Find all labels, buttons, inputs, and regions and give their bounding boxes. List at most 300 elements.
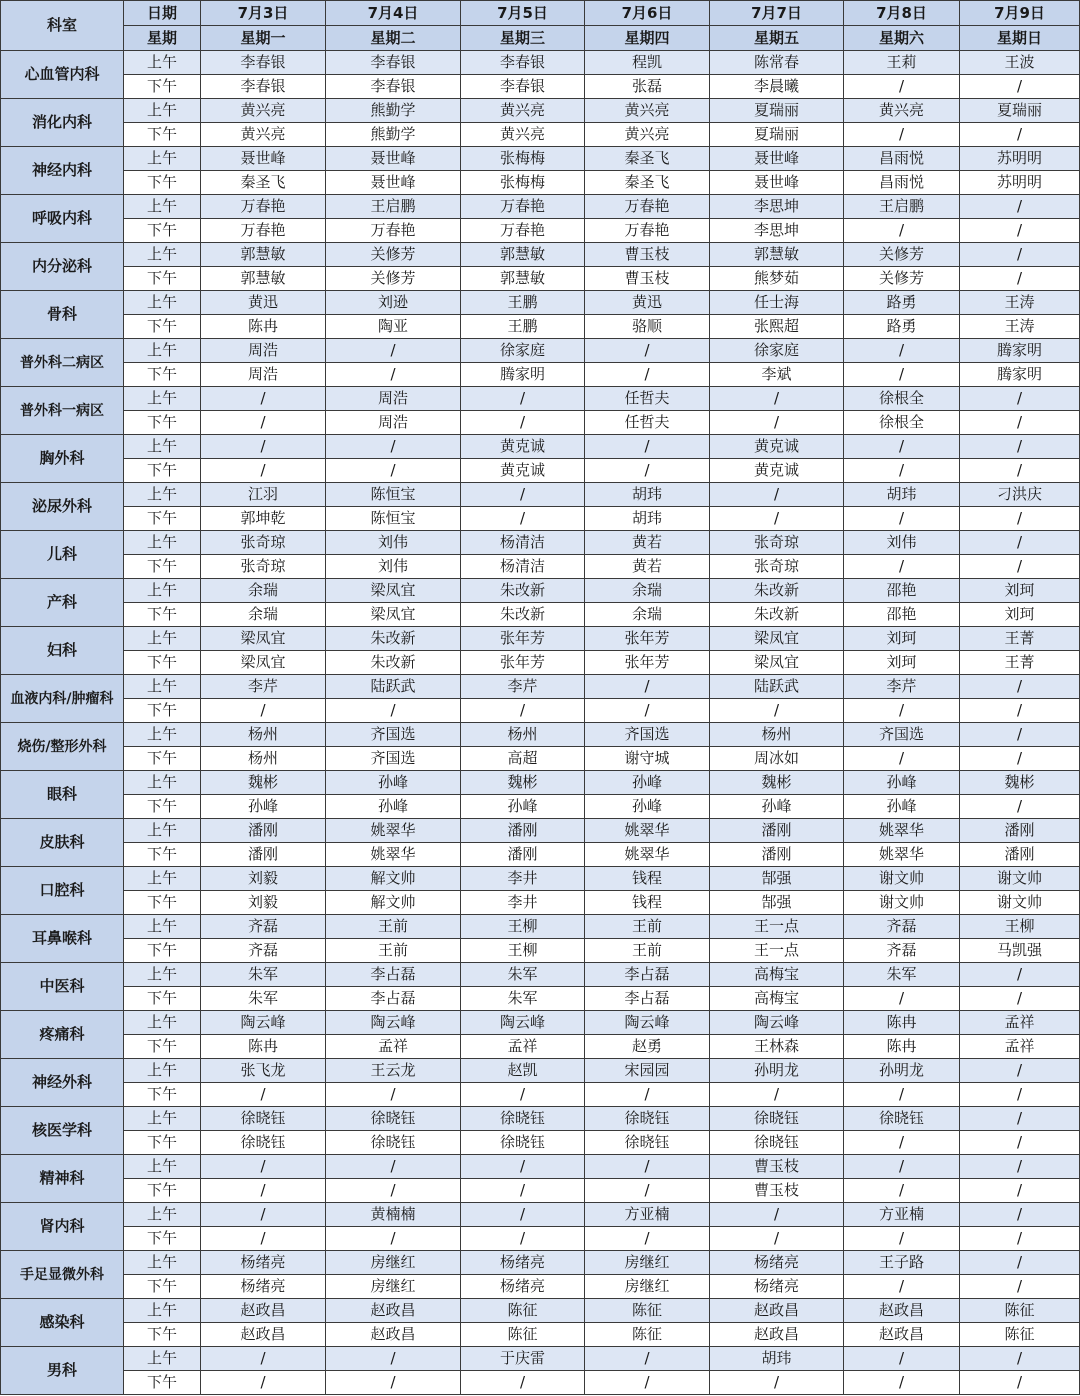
doctor-cell: 李井 (461, 867, 585, 891)
doctor-cell: / (461, 507, 585, 531)
morning-row (1, 99, 1080, 123)
doctor-cell: / (960, 531, 1080, 555)
doctor-cell: 万春艳 (461, 195, 585, 219)
afternoon-row (1, 1275, 1080, 1299)
doctor-cell: / (960, 459, 1080, 483)
period-label: 上午 (124, 51, 201, 75)
doctor-cell: 钱程 (585, 867, 710, 891)
doctor-cell: 赵政昌 (710, 1299, 844, 1323)
doctor-cell: 万春艳 (585, 219, 710, 243)
doctor-cell: 郭坤乾 (201, 507, 326, 531)
doctor-cell: 万春艳 (326, 219, 461, 243)
doctor-cell: / (960, 747, 1080, 771)
period-label: 上午 (124, 387, 201, 411)
doctor-cell: 郭慧敏 (461, 267, 585, 291)
afternoon-row (1, 1371, 1080, 1395)
doctor-cell: 房继红 (326, 1251, 461, 1275)
doctor-cell: 关修芳 (844, 243, 960, 267)
doctor-cell: 刘逊 (326, 291, 461, 315)
afternoon-row (1, 315, 1080, 339)
morning-row (1, 147, 1080, 171)
doctor-cell: 张奇琼 (201, 531, 326, 555)
doctor-cell: 王一点 (710, 915, 844, 939)
doctor-cell: / (201, 411, 326, 435)
doctor-cell: / (326, 339, 461, 363)
doctor-cell: 谢文帅 (960, 891, 1080, 915)
doctor-cell: 刘珂 (960, 603, 1080, 627)
doctor-cell: / (585, 1371, 710, 1395)
department-name: 神经内科 (1, 147, 124, 195)
doctor-cell: / (960, 963, 1080, 987)
doctor-cell: / (844, 1131, 960, 1155)
doctor-cell: 路勇 (844, 291, 960, 315)
doctor-cell: 昌雨悦 (844, 171, 960, 195)
doctor-cell: 郭慧敏 (710, 243, 844, 267)
doctor-cell: 赵政昌 (201, 1323, 326, 1347)
doctor-cell: 聂世峰 (326, 171, 461, 195)
doctor-cell: 王前 (585, 915, 710, 939)
doctor-cell: 邵艳 (844, 603, 960, 627)
period-label: 上午 (124, 675, 201, 699)
doctor-cell: 朱改新 (710, 579, 844, 603)
period-label: 下午 (124, 1083, 201, 1107)
date-header: 7月4日 (326, 1, 461, 26)
doctor-cell: 黄若 (585, 555, 710, 579)
period-label: 下午 (124, 411, 201, 435)
department-name: 骨科 (1, 291, 124, 339)
doctor-cell: / (461, 387, 585, 411)
morning-row (1, 1107, 1080, 1131)
afternoon-row (1, 1035, 1080, 1059)
doctor-cell: 徐根全 (844, 411, 960, 435)
doctor-cell: / (585, 363, 710, 387)
doctor-cell: 杨州 (461, 723, 585, 747)
doctor-cell: / (960, 1227, 1080, 1251)
doctor-cell: 赵政昌 (844, 1323, 960, 1347)
date-header: 7月5日 (461, 1, 585, 26)
morning-row (1, 51, 1080, 75)
doctor-cell: 李春银 (201, 75, 326, 99)
doctor-cell: 徐晓钰 (201, 1131, 326, 1155)
doctor-cell: 孙明龙 (844, 1059, 960, 1083)
doctor-cell: 齐磊 (201, 939, 326, 963)
doctor-cell: 陆跃武 (326, 675, 461, 699)
afternoon-row (1, 843, 1080, 867)
doctor-cell: 熊梦茹 (710, 267, 844, 291)
doctor-cell: 夏瑞丽 (710, 123, 844, 147)
doctor-cell: 李春银 (461, 75, 585, 99)
period-label: 上午 (124, 1347, 201, 1371)
period-label: 下午 (124, 75, 201, 99)
morning-row (1, 867, 1080, 891)
doctor-cell: 潘刚 (710, 819, 844, 843)
doctor-cell: / (844, 1347, 960, 1371)
doctor-cell: 聂世峰 (710, 147, 844, 171)
doctor-cell: 杨州 (201, 723, 326, 747)
weekday-header: 星期一 (201, 26, 326, 51)
doctor-cell: 苏明明 (960, 171, 1080, 195)
doctor-cell: / (844, 435, 960, 459)
morning-row (1, 243, 1080, 267)
morning-row (1, 771, 1080, 795)
doctor-cell: / (710, 387, 844, 411)
doctor-cell: 徐家庭 (710, 339, 844, 363)
doctor-cell: / (201, 1371, 326, 1395)
doctor-cell: 胡玮 (710, 1347, 844, 1371)
doctor-cell: 刘伟 (326, 555, 461, 579)
afternoon-row (1, 123, 1080, 147)
period-label: 下午 (124, 555, 201, 579)
doctor-cell: 朱改新 (710, 603, 844, 627)
doctor-cell: 秦圣飞 (201, 171, 326, 195)
period-label: 上午 (124, 339, 201, 363)
doctor-cell: 任士海 (710, 291, 844, 315)
doctor-cell: 钱程 (585, 891, 710, 915)
department-name: 消化内科 (1, 99, 124, 147)
doctor-cell: 赵凯 (461, 1059, 585, 1083)
doctor-cell: 陈征 (585, 1323, 710, 1347)
doctor-cell: 房继红 (585, 1251, 710, 1275)
doctor-cell: / (710, 1227, 844, 1251)
department-name: 产科 (1, 579, 124, 627)
doctor-cell: / (960, 795, 1080, 819)
doctor-cell: / (844, 507, 960, 531)
department-name: 内分泌科 (1, 243, 124, 291)
doctor-cell: 黄克诚 (461, 435, 585, 459)
doctor-cell: / (844, 219, 960, 243)
afternoon-row (1, 171, 1080, 195)
period-label: 下午 (124, 891, 201, 915)
department-name: 烧伤/整形外科 (1, 723, 124, 771)
doctor-cell: 徐晓钰 (326, 1107, 461, 1131)
afternoon-row (1, 699, 1080, 723)
period-label: 下午 (124, 1323, 201, 1347)
doctor-cell: / (960, 123, 1080, 147)
doctor-cell: / (960, 219, 1080, 243)
department-name: 呼吸内科 (1, 195, 124, 243)
period-label: 下午 (124, 1227, 201, 1251)
doctor-cell: 魏彬 (461, 771, 585, 795)
doctor-cell: 关修芳 (326, 267, 461, 291)
doctor-cell: 姚翠华 (585, 819, 710, 843)
doctor-cell: 李占磊 (585, 963, 710, 987)
doctor-cell: / (960, 1371, 1080, 1395)
afternoon-row (1, 1179, 1080, 1203)
doctor-cell: 方亚楠 (585, 1203, 710, 1227)
doctor-cell: 刁洪庆 (960, 483, 1080, 507)
doctor-cell: 胡玮 (585, 483, 710, 507)
doctor-cell: 梁凤宜 (326, 603, 461, 627)
doctor-cell: / (326, 1179, 461, 1203)
doctor-cell: 万春艳 (585, 195, 710, 219)
doctor-cell: 刘伟 (326, 531, 461, 555)
doctor-cell: / (201, 435, 326, 459)
doctor-cell: 李春银 (461, 51, 585, 75)
doctor-cell: / (326, 1347, 461, 1371)
doctor-cell: 江羽 (201, 483, 326, 507)
period-label: 下午 (124, 1131, 201, 1155)
period-label: 上午 (124, 1107, 201, 1131)
doctor-cell: / (844, 987, 960, 1011)
doctor-cell: 陈征 (461, 1299, 585, 1323)
doctor-cell: 徐晓钰 (585, 1131, 710, 1155)
afternoon-row (1, 1083, 1080, 1107)
doctor-cell: / (960, 75, 1080, 99)
doctor-cell: 朱改新 (461, 603, 585, 627)
doctor-cell: 张年芳 (585, 651, 710, 675)
doctor-cell: / (710, 699, 844, 723)
morning-row (1, 1251, 1080, 1275)
date-header-row (1, 1, 1080, 26)
doctor-cell: 孟祥 (326, 1035, 461, 1059)
department-name: 皮肤科 (1, 819, 124, 867)
doctor-cell: 王柳 (461, 915, 585, 939)
doctor-cell: 王子路 (844, 1251, 960, 1275)
doctor-cell: 黄兴亮 (461, 123, 585, 147)
doctor-cell: / (960, 387, 1080, 411)
afternoon-row (1, 747, 1080, 771)
doctor-cell: 昌雨悦 (844, 147, 960, 171)
doctor-cell: 徐家庭 (461, 339, 585, 363)
doctor-cell: 王一点 (710, 939, 844, 963)
doctor-cell: 赵政昌 (844, 1299, 960, 1323)
department-name: 妇科 (1, 627, 124, 675)
doctor-cell: / (201, 459, 326, 483)
doctor-cell: 梁凤宜 (710, 627, 844, 651)
period-label: 下午 (124, 699, 201, 723)
doctor-cell: 房继红 (585, 1275, 710, 1299)
doctor-cell: 李芹 (844, 675, 960, 699)
period-label: 下午 (124, 171, 201, 195)
period-label: 上午 (124, 435, 201, 459)
doctor-cell: 胡玮 (585, 507, 710, 531)
morning-row (1, 531, 1080, 555)
morning-row (1, 195, 1080, 219)
morning-row (1, 1347, 1080, 1371)
doctor-cell: 张年芳 (585, 627, 710, 651)
doctor-cell: / (960, 555, 1080, 579)
doctor-cell: / (461, 1155, 585, 1179)
doctor-cell: / (201, 1155, 326, 1179)
doctor-cell: 曹玉枝 (710, 1155, 844, 1179)
doctor-cell: 梁凤宜 (710, 651, 844, 675)
doctor-cell: / (585, 699, 710, 723)
doctor-cell: / (585, 675, 710, 699)
doctor-cell: / (461, 1203, 585, 1227)
doctor-cell: 李思坤 (710, 219, 844, 243)
doctor-cell: 潘刚 (960, 819, 1080, 843)
doctor-cell: / (585, 339, 710, 363)
doctor-cell: 李春银 (326, 75, 461, 99)
doctor-cell: 齐国选 (326, 747, 461, 771)
afternoon-row (1, 1323, 1080, 1347)
doctor-cell: 秦圣飞 (585, 147, 710, 171)
doctor-cell: 曹玉枝 (585, 267, 710, 291)
doctor-cell: 王波 (960, 51, 1080, 75)
period-label: 上午 (124, 195, 201, 219)
doctor-cell: / (326, 363, 461, 387)
morning-row (1, 675, 1080, 699)
weekday-header: 星期三 (461, 26, 585, 51)
doctor-cell: 解文帅 (326, 891, 461, 915)
doctor-cell: 周浩 (326, 387, 461, 411)
doctor-cell: 徐晓钰 (326, 1131, 461, 1155)
doctor-cell: 张梅梅 (461, 171, 585, 195)
period-label: 下午 (124, 507, 201, 531)
weekday-header: 星期四 (585, 26, 710, 51)
doctor-cell: 孟祥 (960, 1011, 1080, 1035)
doctor-cell: 潘刚 (960, 843, 1080, 867)
doctor-cell: 黄兴亮 (585, 99, 710, 123)
doctor-cell: 陈冉 (844, 1011, 960, 1035)
period-label: 下午 (124, 603, 201, 627)
period-label: 上午 (124, 579, 201, 603)
doctor-cell: 腾家明 (960, 339, 1080, 363)
doctor-cell: / (461, 483, 585, 507)
doctor-cell: 郭慧敏 (201, 267, 326, 291)
doctor-cell: 邵艳 (844, 579, 960, 603)
doctor-cell: 熊勤学 (326, 123, 461, 147)
doctor-cell: / (461, 699, 585, 723)
doctor-cell: 王莉 (844, 51, 960, 75)
period-label: 上午 (124, 1011, 201, 1035)
doctor-cell: 刘伟 (844, 531, 960, 555)
doctor-cell: 郜强 (710, 867, 844, 891)
doctor-cell: 余瑞 (585, 579, 710, 603)
doctor-cell: / (844, 1083, 960, 1107)
period-label: 下午 (124, 795, 201, 819)
doctor-cell: 任哲夫 (585, 411, 710, 435)
morning-row (1, 819, 1080, 843)
weekday-label: 星期 (124, 26, 201, 51)
doctor-cell: / (710, 483, 844, 507)
doctor-cell: 黄兴亮 (585, 123, 710, 147)
doctor-cell: 曹玉枝 (710, 1179, 844, 1203)
doctor-cell: / (710, 411, 844, 435)
doctor-cell: 张飞龙 (201, 1059, 326, 1083)
doctor-cell: 苏明明 (960, 147, 1080, 171)
doctor-cell: 朱改新 (326, 651, 461, 675)
doctor-cell: 李占磊 (326, 963, 461, 987)
period-label: 下午 (124, 219, 201, 243)
doctor-cell: 骆顺 (585, 315, 710, 339)
doctor-cell: 徐根全 (844, 387, 960, 411)
doctor-cell: / (960, 1203, 1080, 1227)
doctor-cell: 孙峰 (585, 795, 710, 819)
weekday-header-row (1, 26, 1080, 51)
doctor-cell: 齐磊 (201, 915, 326, 939)
doctor-cell: / (585, 1083, 710, 1107)
doctor-cell: / (201, 1203, 326, 1227)
doctor-cell: 朱改新 (461, 579, 585, 603)
schedule-body (1, 1, 1080, 1395)
doctor-cell: 陈征 (585, 1299, 710, 1323)
date-label: 日期 (124, 1, 201, 26)
doctor-cell: 徐晓钰 (461, 1131, 585, 1155)
doctor-cell: / (585, 459, 710, 483)
doctor-cell: / (201, 1347, 326, 1371)
doctor-cell: 郭慧敏 (461, 243, 585, 267)
doctor-cell: / (585, 435, 710, 459)
period-label: 上午 (124, 1299, 201, 1323)
doctor-cell: 周冰如 (710, 747, 844, 771)
doctor-cell: / (844, 339, 960, 363)
period-label: 下午 (124, 123, 201, 147)
doctor-cell: / (326, 1371, 461, 1395)
period-label: 上午 (124, 867, 201, 891)
doctor-cell: 秦圣飞 (585, 171, 710, 195)
weekday-header: 星期日 (960, 26, 1080, 51)
doctor-cell: 姚翠华 (585, 843, 710, 867)
afternoon-row (1, 795, 1080, 819)
doctor-cell: / (960, 1155, 1080, 1179)
doctor-cell: 李春银 (326, 51, 461, 75)
morning-row (1, 1203, 1080, 1227)
doctor-cell: 赵政昌 (326, 1299, 461, 1323)
doctor-cell: 孙峰 (461, 795, 585, 819)
doctor-cell: 王菁 (960, 651, 1080, 675)
department-name: 眼科 (1, 771, 124, 819)
doctor-cell: 姚翠华 (844, 819, 960, 843)
doctor-cell: / (960, 1251, 1080, 1275)
doctor-cell: / (326, 435, 461, 459)
doctor-cell: 周浩 (201, 363, 326, 387)
doctor-cell: 陆跃武 (710, 675, 844, 699)
doctor-cell: 魏彬 (201, 771, 326, 795)
afternoon-row (1, 987, 1080, 1011)
doctor-cell: 张奇琼 (201, 555, 326, 579)
doctor-cell: 王鹏 (461, 315, 585, 339)
doctor-cell: 齐国选 (844, 723, 960, 747)
doctor-cell: / (461, 1227, 585, 1251)
doctor-cell: 杨州 (710, 723, 844, 747)
doctor-cell: 朱军 (461, 963, 585, 987)
dept-column-header: 科室 (1, 1, 124, 51)
morning-row (1, 579, 1080, 603)
period-label: 上午 (124, 291, 201, 315)
doctor-cell: 孙峰 (326, 771, 461, 795)
period-label: 上午 (124, 483, 201, 507)
doctor-cell: / (585, 1179, 710, 1203)
department-name: 血液内科/肿瘤科 (1, 675, 124, 723)
doctor-cell: / (844, 555, 960, 579)
doctor-cell: 陶云峰 (461, 1011, 585, 1035)
doctor-cell: 黄兴亮 (461, 99, 585, 123)
doctor-cell: 赵政昌 (710, 1323, 844, 1347)
doctor-cell: 张磊 (585, 75, 710, 99)
doctor-cell: 齐国选 (585, 723, 710, 747)
doctor-cell: 关修芳 (326, 243, 461, 267)
doctor-cell: 王前 (326, 939, 461, 963)
doctor-cell: 杨绪亮 (710, 1251, 844, 1275)
doctor-cell: 陶云峰 (201, 1011, 326, 1035)
department-name: 口腔科 (1, 867, 124, 915)
doctor-cell: / (585, 1155, 710, 1179)
doctor-cell: / (461, 1083, 585, 1107)
department-name: 耳鼻喉科 (1, 915, 124, 963)
period-label: 上午 (124, 531, 201, 555)
doctor-cell: 孙明龙 (710, 1059, 844, 1083)
doctor-cell: 腾家明 (960, 363, 1080, 387)
doctor-cell: / (960, 195, 1080, 219)
doctor-cell: 杨绪亮 (201, 1251, 326, 1275)
doctor-cell: 陈恒宝 (326, 483, 461, 507)
doctor-cell: 孟祥 (461, 1035, 585, 1059)
date-header: 7月3日 (201, 1, 326, 26)
doctor-cell: 杨绪亮 (461, 1251, 585, 1275)
doctor-cell: / (960, 699, 1080, 723)
doctor-cell: 赵勇 (585, 1035, 710, 1059)
